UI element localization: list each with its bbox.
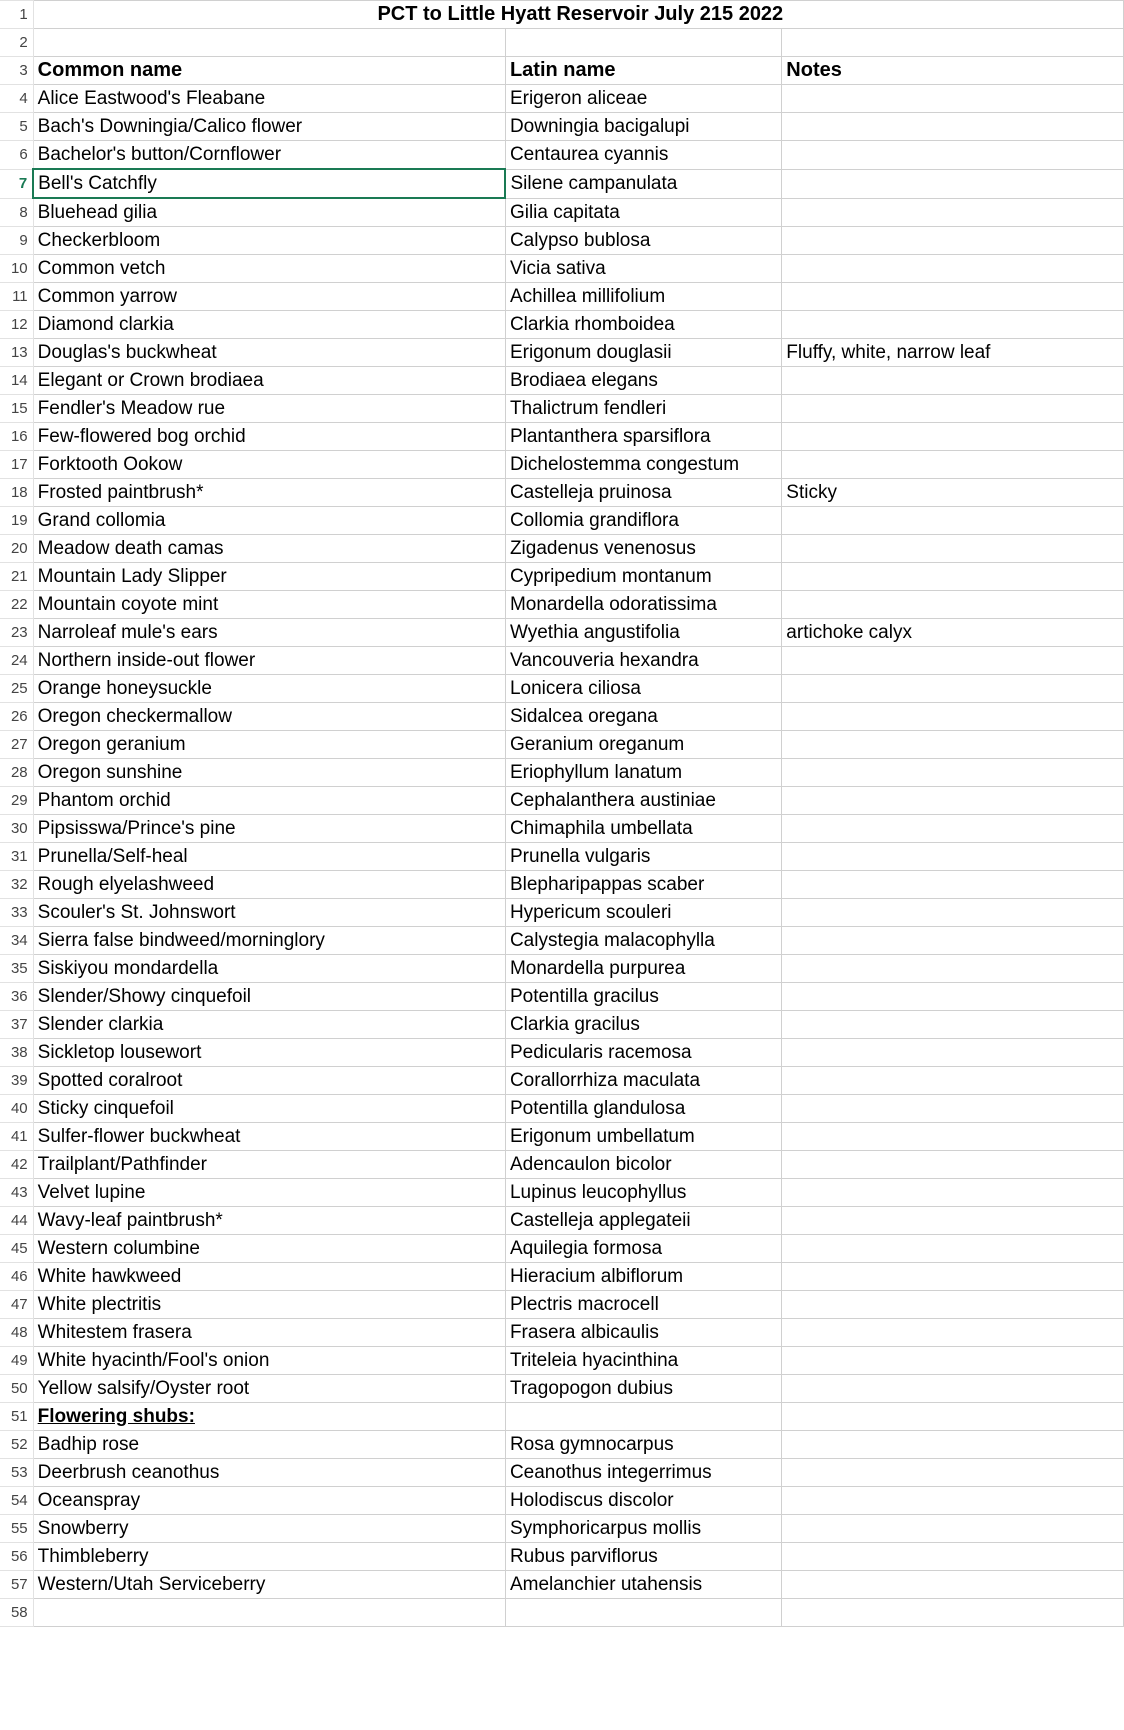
table-row — [0, 619, 1124, 647]
table-row — [0, 311, 1124, 339]
cell-common-name[interactable]: Elegant or Crown brodiaea — [33, 367, 505, 395]
cell-notes[interactable] — [782, 227, 1124, 255]
row-header[interactable]: 19 — [0, 507, 33, 535]
table-row — [0, 198, 1124, 227]
table-row — [0, 113, 1124, 141]
table-row — [0, 479, 1124, 507]
cell-latin-name[interactable]: Castelleja applegateii — [505, 1207, 781, 1235]
cell-common-name[interactable]: Oregon geranium — [33, 731, 505, 759]
cell-notes[interactable]: Sticky — [782, 479, 1124, 507]
row-header[interactable]: 27 — [0, 731, 33, 759]
cell-notes[interactable] — [782, 395, 1124, 423]
table-row — [0, 703, 1124, 731]
cell-latin-name[interactable]: Ceanothus integerrimus — [505, 1459, 781, 1487]
cell-common-name[interactable]: Yellow salsify/Oyster root — [33, 1375, 505, 1403]
cell-notes[interactable] — [782, 1235, 1124, 1263]
cell-common-name[interactable]: Few-flowered bog orchid — [33, 423, 505, 451]
cell-notes[interactable] — [782, 1459, 1124, 1487]
cell-common-name[interactable]: Spotted coralroot — [33, 1067, 505, 1095]
cell-latin-name[interactable] — [505, 29, 781, 57]
cell-common-name[interactable]: Snowberry — [33, 1515, 505, 1543]
cell-common-name[interactable]: Northern inside-out flower — [33, 647, 505, 675]
cell-latin-name[interactable]: Monardella odoratissima — [505, 591, 781, 619]
row-header[interactable]: 45 — [0, 1235, 33, 1263]
column-header[interactable]: Latin name — [505, 57, 781, 85]
cell-notes[interactable] — [782, 1403, 1124, 1431]
cell-common-name[interactable]: Oregon sunshine — [33, 759, 505, 787]
cell-common-name[interactable]: Phantom orchid — [33, 787, 505, 815]
cell-notes[interactable]: artichoke calyx — [782, 619, 1124, 647]
table-row — [0, 1431, 1124, 1459]
cell-latin-name[interactable]: Lonicera ciliosa — [505, 675, 781, 703]
table-row — [0, 1095, 1124, 1123]
cell-notes[interactable] — [782, 927, 1124, 955]
row-header[interactable]: 1 — [0, 1, 33, 29]
table-row — [0, 1571, 1124, 1599]
row-header[interactable]: 6 — [0, 141, 33, 170]
cell-notes[interactable] — [782, 1207, 1124, 1235]
cell-common-name[interactable]: Pipsisswa/Prince's pine — [33, 815, 505, 843]
table-row — [0, 1, 1124, 29]
cell-common-name[interactable]: Narroleaf mule's ears — [33, 619, 505, 647]
cell-notes[interactable] — [782, 675, 1124, 703]
row-header[interactable]: 42 — [0, 1151, 33, 1179]
cell-notes[interactable] — [782, 169, 1124, 198]
cell-common-name[interactable]: Western/Utah Serviceberry — [33, 1571, 505, 1599]
row-header[interactable]: 25 — [0, 675, 33, 703]
table-row — [0, 1179, 1124, 1207]
cell-common-name[interactable]: Bell's Catchfly — [33, 169, 505, 198]
cell-notes[interactable] — [782, 85, 1124, 113]
row-header[interactable]: 4 — [0, 85, 33, 113]
cell-common-name[interactable]: Western columbine — [33, 1235, 505, 1263]
cell-common-name[interactable]: Common vetch — [33, 255, 505, 283]
row-header[interactable]: 31 — [0, 843, 33, 871]
cell-latin-name[interactable]: Amelanchier utahensis — [505, 1571, 781, 1599]
row-header[interactable]: 14 — [0, 367, 33, 395]
row-header[interactable]: 37 — [0, 1011, 33, 1039]
row-header[interactable]: 56 — [0, 1543, 33, 1571]
cell-common-name[interactable]: Prunella/Self-heal — [33, 843, 505, 871]
cell-common-name[interactable]: Alice Eastwood's Fleabane — [33, 85, 505, 113]
table-row — [0, 843, 1124, 871]
cell-latin-name[interactable]: Cypripedium montanum — [505, 563, 781, 591]
cell-notes[interactable]: Fluffy, white, narrow leaf — [782, 339, 1124, 367]
row-header[interactable]: 50 — [0, 1375, 33, 1403]
row-header[interactable]: 9 — [0, 227, 33, 255]
cell-common-name[interactable]: White plectritis — [33, 1291, 505, 1319]
cell-common-name[interactable] — [33, 29, 505, 57]
row-header[interactable]: 36 — [0, 983, 33, 1011]
cell-latin-name[interactable]: Calystegia malacophylla — [505, 927, 781, 955]
row-header[interactable]: 30 — [0, 815, 33, 843]
cell-notes[interactable] — [782, 1151, 1124, 1179]
table-row — [0, 85, 1124, 113]
row-header[interactable]: 32 — [0, 871, 33, 899]
cell-notes[interactable] — [782, 1095, 1124, 1123]
cell-common-name[interactable]: Velvet lupine — [33, 1179, 505, 1207]
cell-latin-name[interactable]: Hieracium albiflorum — [505, 1263, 781, 1291]
cell-latin-name[interactable]: Rosa gymnocarpus — [505, 1431, 781, 1459]
cell-notes[interactable] — [782, 423, 1124, 451]
cell-common-name[interactable]: Meadow death camas — [33, 535, 505, 563]
cell-common-name[interactable]: Checkerbloom — [33, 227, 505, 255]
cell-latin-name[interactable]: Achillea millifolium — [505, 283, 781, 311]
row-header[interactable]: 48 — [0, 1319, 33, 1347]
cell-common-name[interactable]: Diamond clarkia — [33, 311, 505, 339]
row-header[interactable]: 46 — [0, 1263, 33, 1291]
table-row — [0, 367, 1124, 395]
cell-notes[interactable] — [782, 1291, 1124, 1319]
cell-latin-name[interactable]: Erigeron aliceae — [505, 85, 781, 113]
cell-latin-name[interactable]: Potentilla gracilus — [505, 983, 781, 1011]
cell-common-name[interactable]: Deerbrush ceanothus — [33, 1459, 505, 1487]
table-row — [0, 675, 1124, 703]
table-row — [0, 1347, 1124, 1375]
row-header[interactable]: 24 — [0, 647, 33, 675]
table-row — [0, 29, 1124, 57]
cell-latin-name[interactable]: Hypericum scouleri — [505, 899, 781, 927]
table-row — [0, 1011, 1124, 1039]
cell-latin-name[interactable]: Prunella vulgaris — [505, 843, 781, 871]
row-header[interactable]: 47 — [0, 1291, 33, 1319]
cell-notes[interactable] — [782, 1487, 1124, 1515]
table-row — [0, 815, 1124, 843]
row-header[interactable]: 51 — [0, 1403, 33, 1431]
cell-latin-name[interactable]: Brodiaea elegans — [505, 367, 781, 395]
cell-latin-name[interactable]: Wyethia angustifolia — [505, 619, 781, 647]
cell-notes[interactable] — [782, 815, 1124, 843]
cell-latin-name[interactable]: Pedicularis racemosa — [505, 1039, 781, 1067]
cell-common-name[interactable]: Flowering shubs: — [33, 1403, 505, 1431]
cell-common-name[interactable]: Common yarrow — [33, 283, 505, 311]
row-header[interactable]: 7 — [0, 169, 33, 198]
cell-latin-name[interactable]: Clarkia rhomboidea — [505, 311, 781, 339]
cell-latin-name[interactable]: Erigonum umbellatum — [505, 1123, 781, 1151]
row-header[interactable]: 49 — [0, 1347, 33, 1375]
cell-notes[interactable] — [782, 255, 1124, 283]
cell-latin-name[interactable]: Corallorrhiza maculata — [505, 1067, 781, 1095]
cell-latin-name[interactable]: Symphoricarpus mollis — [505, 1515, 781, 1543]
row-header[interactable]: 8 — [0, 198, 33, 227]
cell-notes[interactable] — [782, 1515, 1124, 1543]
table-row — [0, 1067, 1124, 1095]
table-row — [0, 591, 1124, 619]
table-row — [0, 339, 1124, 367]
cell-latin-name[interactable]: Eriophyllum lanatum — [505, 759, 781, 787]
table-row — [0, 1543, 1124, 1571]
cell-latin-name[interactable]: Geranium oreganum — [505, 731, 781, 759]
cell-common-name[interactable]: Rough elyelashweed — [33, 871, 505, 899]
cell-common-name[interactable]: Thimbleberry — [33, 1543, 505, 1571]
table-row — [0, 647, 1124, 675]
cell-common-name[interactable]: Sierra false bindweed/morninglory — [33, 927, 505, 955]
cell-notes[interactable] — [782, 1599, 1124, 1627]
cell-notes[interactable] — [782, 983, 1124, 1011]
cell-notes[interactable] — [782, 1039, 1124, 1067]
row-header[interactable]: 38 — [0, 1039, 33, 1067]
table-row — [0, 1403, 1124, 1431]
cell-notes[interactable] — [782, 591, 1124, 619]
table-row — [0, 1599, 1124, 1627]
row-header[interactable]: 11 — [0, 283, 33, 311]
cell-common-name[interactable]: Bluehead gilia — [33, 198, 505, 227]
cell-common-name[interactable]: White hawkweed — [33, 1263, 505, 1291]
table-row — [0, 1151, 1124, 1179]
row-header[interactable]: 15 — [0, 395, 33, 423]
cell-notes[interactable] — [782, 198, 1124, 227]
cell-notes[interactable] — [782, 1347, 1124, 1375]
cell-latin-name[interactable]: Downingia bacigalupi — [505, 113, 781, 141]
cell-latin-name[interactable]: Thalictrum fendleri — [505, 395, 781, 423]
table-row — [0, 507, 1124, 535]
cell-notes[interactable] — [782, 871, 1124, 899]
cell-notes[interactable] — [782, 1375, 1124, 1403]
cell-notes[interactable] — [782, 1179, 1124, 1207]
table-row — [0, 1291, 1124, 1319]
cell-common-name[interactable]: Whitestem frasera — [33, 1319, 505, 1347]
table-row — [0, 1319, 1124, 1347]
table-row — [0, 759, 1124, 787]
cell-latin-name[interactable] — [505, 1403, 781, 1431]
cell-common-name[interactable]: Wavy-leaf paintbrush* — [33, 1207, 505, 1235]
cell-notes[interactable] — [782, 899, 1124, 927]
cell-notes[interactable] — [782, 563, 1124, 591]
table-row — [0, 395, 1124, 423]
cell-latin-name[interactable]: Dichelostemma congestum — [505, 451, 781, 479]
table-row — [0, 563, 1124, 591]
cell-latin-name[interactable]: Castelleja pruinosa — [505, 479, 781, 507]
cell-common-name[interactable] — [33, 1599, 505, 1627]
cell-latin-name[interactable]: Sidalcea oregana — [505, 703, 781, 731]
table-row — [0, 1207, 1124, 1235]
cell-notes[interactable] — [782, 283, 1124, 311]
table-row — [0, 927, 1124, 955]
cell-notes[interactable] — [782, 141, 1124, 170]
table-row — [0, 535, 1124, 563]
row-header[interactable]: 40 — [0, 1095, 33, 1123]
row-header[interactable]: 21 — [0, 563, 33, 591]
cell-latin-name[interactable]: Aquilegia formosa — [505, 1235, 781, 1263]
cell-latin-name[interactable]: Holodiscus discolor — [505, 1487, 781, 1515]
cell-common-name[interactable]: Forktooth Ookow — [33, 451, 505, 479]
cell-latin-name[interactable]: Vicia sativa — [505, 255, 781, 283]
row-header[interactable]: 16 — [0, 423, 33, 451]
cell-notes[interactable] — [782, 1543, 1124, 1571]
cell-notes[interactable] — [782, 507, 1124, 535]
row-header[interactable]: 13 — [0, 339, 33, 367]
cell-notes[interactable] — [782, 1067, 1124, 1095]
cell-latin-name[interactable]: Adencaulon bicolor — [505, 1151, 781, 1179]
cell-latin-name[interactable]: Lupinus leucophyllus — [505, 1179, 781, 1207]
cell-latin-name[interactable]: Plectris macrocell — [505, 1291, 781, 1319]
cell-latin-name[interactable]: Silene campanulata — [505, 169, 781, 198]
table-row — [0, 787, 1124, 815]
cell-latin-name[interactable]: Gilia capitata — [505, 198, 781, 227]
table-row — [0, 1515, 1124, 1543]
cell-latin-name[interactable]: Collomia grandiflora — [505, 507, 781, 535]
cell-latin-name[interactable]: Chimaphila umbellata — [505, 815, 781, 843]
row-header[interactable]: 54 — [0, 1487, 33, 1515]
cell-notes[interactable] — [782, 1319, 1124, 1347]
cell-notes[interactable] — [782, 731, 1124, 759]
table-row — [0, 141, 1124, 170]
cell-latin-name[interactable]: Erigonum douglasii — [505, 339, 781, 367]
table-row — [0, 57, 1124, 85]
row-header[interactable]: 39 — [0, 1067, 33, 1095]
table-row — [0, 1487, 1124, 1515]
cell-common-name[interactable]: Trailplant/Pathfinder — [33, 1151, 505, 1179]
cell-latin-name[interactable]: Rubus parviflorus — [505, 1543, 781, 1571]
cell-notes[interactable] — [782, 1123, 1124, 1151]
row-header[interactable]: 33 — [0, 899, 33, 927]
cell-notes[interactable] — [782, 843, 1124, 871]
cell-common-name[interactable]: Bach's Downingia/Calico flower — [33, 113, 505, 141]
table-row — [0, 1123, 1124, 1151]
cell-common-name[interactable]: Badhip rose — [33, 1431, 505, 1459]
cell-common-name[interactable]: Sickletop lousewort — [33, 1039, 505, 1067]
table-row — [0, 983, 1124, 1011]
row-header[interactable]: 10 — [0, 255, 33, 283]
row-header[interactable]: 28 — [0, 759, 33, 787]
cell-common-name[interactable]: Frosted paintbrush* — [33, 479, 505, 507]
cell-latin-name[interactable]: Clarkia gracilus — [505, 1011, 781, 1039]
table-row — [0, 451, 1124, 479]
cell-notes[interactable] — [782, 647, 1124, 675]
row-header[interactable]: 2 — [0, 29, 33, 57]
cell-notes[interactable] — [782, 451, 1124, 479]
cell-latin-name[interactable]: Centaurea cyannis — [505, 141, 781, 170]
column-header[interactable]: Notes — [782, 57, 1124, 85]
cell-latin-name[interactable]: Calypso bublosa — [505, 227, 781, 255]
row-header[interactable]: 23 — [0, 619, 33, 647]
cell-common-name[interactable]: Slender/Showy cinquefoil — [33, 983, 505, 1011]
cell-notes[interactable] — [782, 367, 1124, 395]
row-header[interactable]: 41 — [0, 1123, 33, 1151]
cell-latin-name[interactable]: Frasera albicaulis — [505, 1319, 781, 1347]
table-row — [0, 899, 1124, 927]
cell-common-name[interactable]: Fendler's Meadow rue — [33, 395, 505, 423]
cell-latin-name[interactable] — [505, 1599, 781, 1627]
cell-notes[interactable] — [782, 703, 1124, 731]
row-header[interactable]: 20 — [0, 535, 33, 563]
cell-notes[interactable] — [782, 535, 1124, 563]
row-header[interactable]: 26 — [0, 703, 33, 731]
row-header[interactable]: 17 — [0, 451, 33, 479]
cell-latin-name[interactable]: Zigadenus venenosus — [505, 535, 781, 563]
cell-notes[interactable] — [782, 1011, 1124, 1039]
row-header[interactable]: 35 — [0, 955, 33, 983]
cell-notes[interactable] — [782, 113, 1124, 141]
cell-notes[interactable] — [782, 787, 1124, 815]
row-header[interactable]: 52 — [0, 1431, 33, 1459]
cell-notes[interactable] — [782, 1571, 1124, 1599]
cell-common-name[interactable]: Siskiyou mondardella — [33, 955, 505, 983]
cell-common-name[interactable]: Sulfer-flower buckwheat — [33, 1123, 505, 1151]
row-header[interactable]: 55 — [0, 1515, 33, 1543]
cell-latin-name[interactable]: Tragopogon dubius — [505, 1375, 781, 1403]
cell-common-name[interactable]: Oceanspray — [33, 1487, 505, 1515]
row-header[interactable]: 18 — [0, 479, 33, 507]
table-row — [0, 227, 1124, 255]
cell-common-name[interactable]: Slender clarkia — [33, 1011, 505, 1039]
table-row — [0, 731, 1124, 759]
row-header[interactable]: 3 — [0, 57, 33, 85]
cell-latin-name[interactable]: Potentilla glandulosa — [505, 1095, 781, 1123]
cell-latin-name[interactable]: Cephalanthera austiniae — [505, 787, 781, 815]
table-row — [0, 283, 1124, 311]
cell-common-name[interactable]: Orange honeysuckle — [33, 675, 505, 703]
cell-common-name[interactable]: Scouler's St. Johnswort — [33, 899, 505, 927]
table-row — [0, 1235, 1124, 1263]
row-header[interactable]: 43 — [0, 1179, 33, 1207]
cell-notes[interactable] — [782, 29, 1124, 57]
cell-common-name[interactable]: White hyacinth/Fool's onion — [33, 1347, 505, 1375]
cell-notes[interactable] — [782, 1263, 1124, 1291]
cell-notes[interactable] — [782, 311, 1124, 339]
table-row — [0, 871, 1124, 899]
table-row — [0, 1459, 1124, 1487]
row-header[interactable]: 29 — [0, 787, 33, 815]
table-row — [0, 1263, 1124, 1291]
row-header[interactable]: 34 — [0, 927, 33, 955]
cell-common-name[interactable]: Bachelor's button/Cornflower — [33, 141, 505, 170]
cell-common-name[interactable]: Grand collomia — [33, 507, 505, 535]
cell-common-name[interactable]: Oregon checkermallow — [33, 703, 505, 731]
page-title[interactable]: PCT to Little Hyatt Reservoir July 215 2022 — [33, 1, 1123, 29]
cell-latin-name[interactable]: Monardella purpurea — [505, 955, 781, 983]
table-row — [0, 255, 1124, 283]
cell-latin-name[interactable]: Plantanthera sparsiflora — [505, 423, 781, 451]
cell-notes[interactable] — [782, 1431, 1124, 1459]
row-header[interactable]: 12 — [0, 311, 33, 339]
cell-common-name[interactable]: Mountain Lady Slipper — [33, 563, 505, 591]
cell-common-name[interactable]: Douglas's buckwheat — [33, 339, 505, 367]
table-row — [0, 1039, 1124, 1067]
row-header[interactable]: 57 — [0, 1571, 33, 1599]
table-row — [0, 955, 1124, 983]
cell-latin-name[interactable]: Vancouveria hexandra — [505, 647, 781, 675]
row-header[interactable]: 58 — [0, 1599, 33, 1627]
table-row — [0, 169, 1124, 198]
row-header[interactable]: 5 — [0, 113, 33, 141]
column-header[interactable]: Common name — [33, 57, 505, 85]
cell-latin-name[interactable]: Triteleia hyacinthina — [505, 1347, 781, 1375]
row-header[interactable]: 22 — [0, 591, 33, 619]
cell-notes[interactable] — [782, 759, 1124, 787]
cell-latin-name[interactable]: Blepharipappas scaber — [505, 871, 781, 899]
row-header[interactable]: 44 — [0, 1207, 33, 1235]
row-header[interactable]: 53 — [0, 1459, 33, 1487]
cell-notes[interactable] — [782, 955, 1124, 983]
table-row — [0, 1375, 1124, 1403]
cell-common-name[interactable]: Sticky cinquefoil — [33, 1095, 505, 1123]
table-row — [0, 423, 1124, 451]
cell-common-name[interactable]: Mountain coyote mint — [33, 591, 505, 619]
